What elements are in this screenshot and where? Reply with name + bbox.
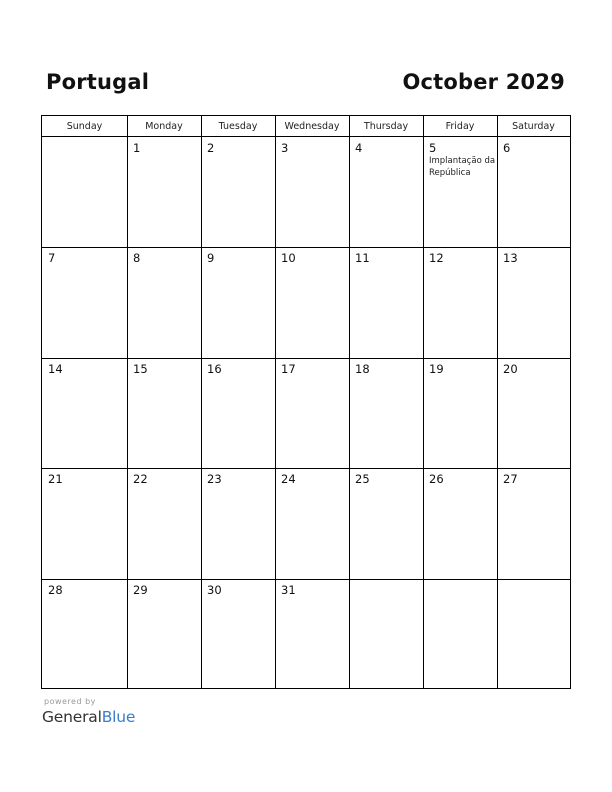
day-number: 31 [281, 582, 296, 597]
day-cell[interactable] [497, 358, 570, 468]
day-number: 18 [355, 361, 370, 376]
day-cell[interactable] [497, 137, 570, 247]
day-cell[interactable] [275, 247, 349, 357]
day-cell[interactable] [42, 468, 127, 578]
weekday-header-tuesday: Tuesday [218, 121, 258, 132]
day-number: 10 [281, 251, 296, 266]
day-number: 20 [503, 361, 518, 376]
day-cell[interactable] [127, 468, 201, 578]
calendar-grid [41, 115, 571, 689]
day-cell[interactable] [42, 247, 127, 357]
day-cell[interactable] [201, 468, 275, 578]
day-number: 23 [207, 472, 222, 487]
weekday-header-saturday: Saturday [512, 121, 555, 132]
day-number: 24 [281, 472, 296, 487]
brand-general-text: General [42, 708, 102, 726]
day-number: 11 [355, 251, 370, 266]
day-number: 6 [503, 141, 511, 155]
day-cell[interactable] [349, 579, 423, 689]
day-number: 22 [133, 472, 148, 487]
day-number: 17 [281, 361, 296, 376]
day-number: 28 [48, 582, 63, 597]
day-number: 9 [207, 251, 215, 266]
day-cell[interactable] [127, 247, 201, 357]
day-number: 27 [503, 472, 518, 487]
day-cell[interactable] [201, 247, 275, 357]
day-cell[interactable] [127, 358, 201, 468]
day-cell[interactable] [42, 137, 127, 247]
day-number: 8 [133, 251, 141, 266]
day-cell[interactable] [423, 137, 497, 247]
page-title-country: Portugal [46, 70, 150, 94]
day-cell[interactable] [201, 137, 275, 247]
weekday-header-row [42, 116, 570, 137]
day-number: 13 [503, 251, 518, 266]
day-number: 16 [207, 361, 222, 376]
day-number: 19 [429, 361, 444, 376]
day-number: 7 [48, 251, 56, 266]
day-number: 15 [133, 361, 148, 376]
day-number: 12 [429, 251, 444, 266]
day-number: 1 [133, 141, 141, 155]
day-cell[interactable] [423, 468, 497, 578]
day-number: 21 [48, 472, 63, 487]
day-cell[interactable] [423, 579, 497, 689]
day-number: 29 [133, 582, 148, 597]
day-cell[interactable] [42, 579, 127, 689]
day-cell[interactable] [423, 358, 497, 468]
weekday-header-friday: Friday [445, 121, 475, 132]
day-number: 14 [48, 361, 63, 376]
weekday-header-monday: Monday [145, 121, 183, 132]
holiday-label: Implantação da República [429, 156, 496, 178]
weekday-header-sunday: Sunday [66, 121, 103, 132]
day-number: 30 [207, 582, 222, 597]
day-cell[interactable] [275, 358, 349, 468]
day-cell[interactable] [127, 579, 201, 689]
brand-blue-text: Blue [101, 708, 136, 726]
weekday-header-thursday: Thursday [363, 121, 409, 132]
day-number: 5 [429, 141, 437, 155]
day-cell[interactable] [349, 358, 423, 468]
day-number: 3 [281, 141, 289, 155]
generalblue-logo[interactable] [42, 708, 135, 726]
page-title-month: October 2029 [402, 70, 565, 94]
weekday-header-wednesday: Wednesday [284, 121, 340, 132]
day-cell[interactable] [349, 247, 423, 357]
day-cell[interactable] [497, 247, 570, 357]
day-cell[interactable] [275, 137, 349, 247]
day-cell[interactable] [201, 358, 275, 468]
day-number: 2 [207, 141, 215, 155]
day-cell[interactable] [127, 137, 201, 247]
day-cell[interactable] [497, 579, 570, 689]
day-number: 25 [355, 472, 370, 487]
day-cell[interactable] [201, 579, 275, 689]
day-number: 4 [355, 141, 363, 155]
day-cell[interactable] [349, 468, 423, 578]
day-cell[interactable] [275, 468, 349, 578]
day-cell[interactable] [42, 358, 127, 468]
day-cell[interactable] [275, 579, 349, 689]
day-cell[interactable] [497, 468, 570, 578]
day-cell[interactable] [423, 247, 497, 357]
powered-by-label: powered by [44, 697, 96, 706]
day-number: 26 [429, 472, 444, 487]
day-cell[interactable] [349, 137, 423, 247]
